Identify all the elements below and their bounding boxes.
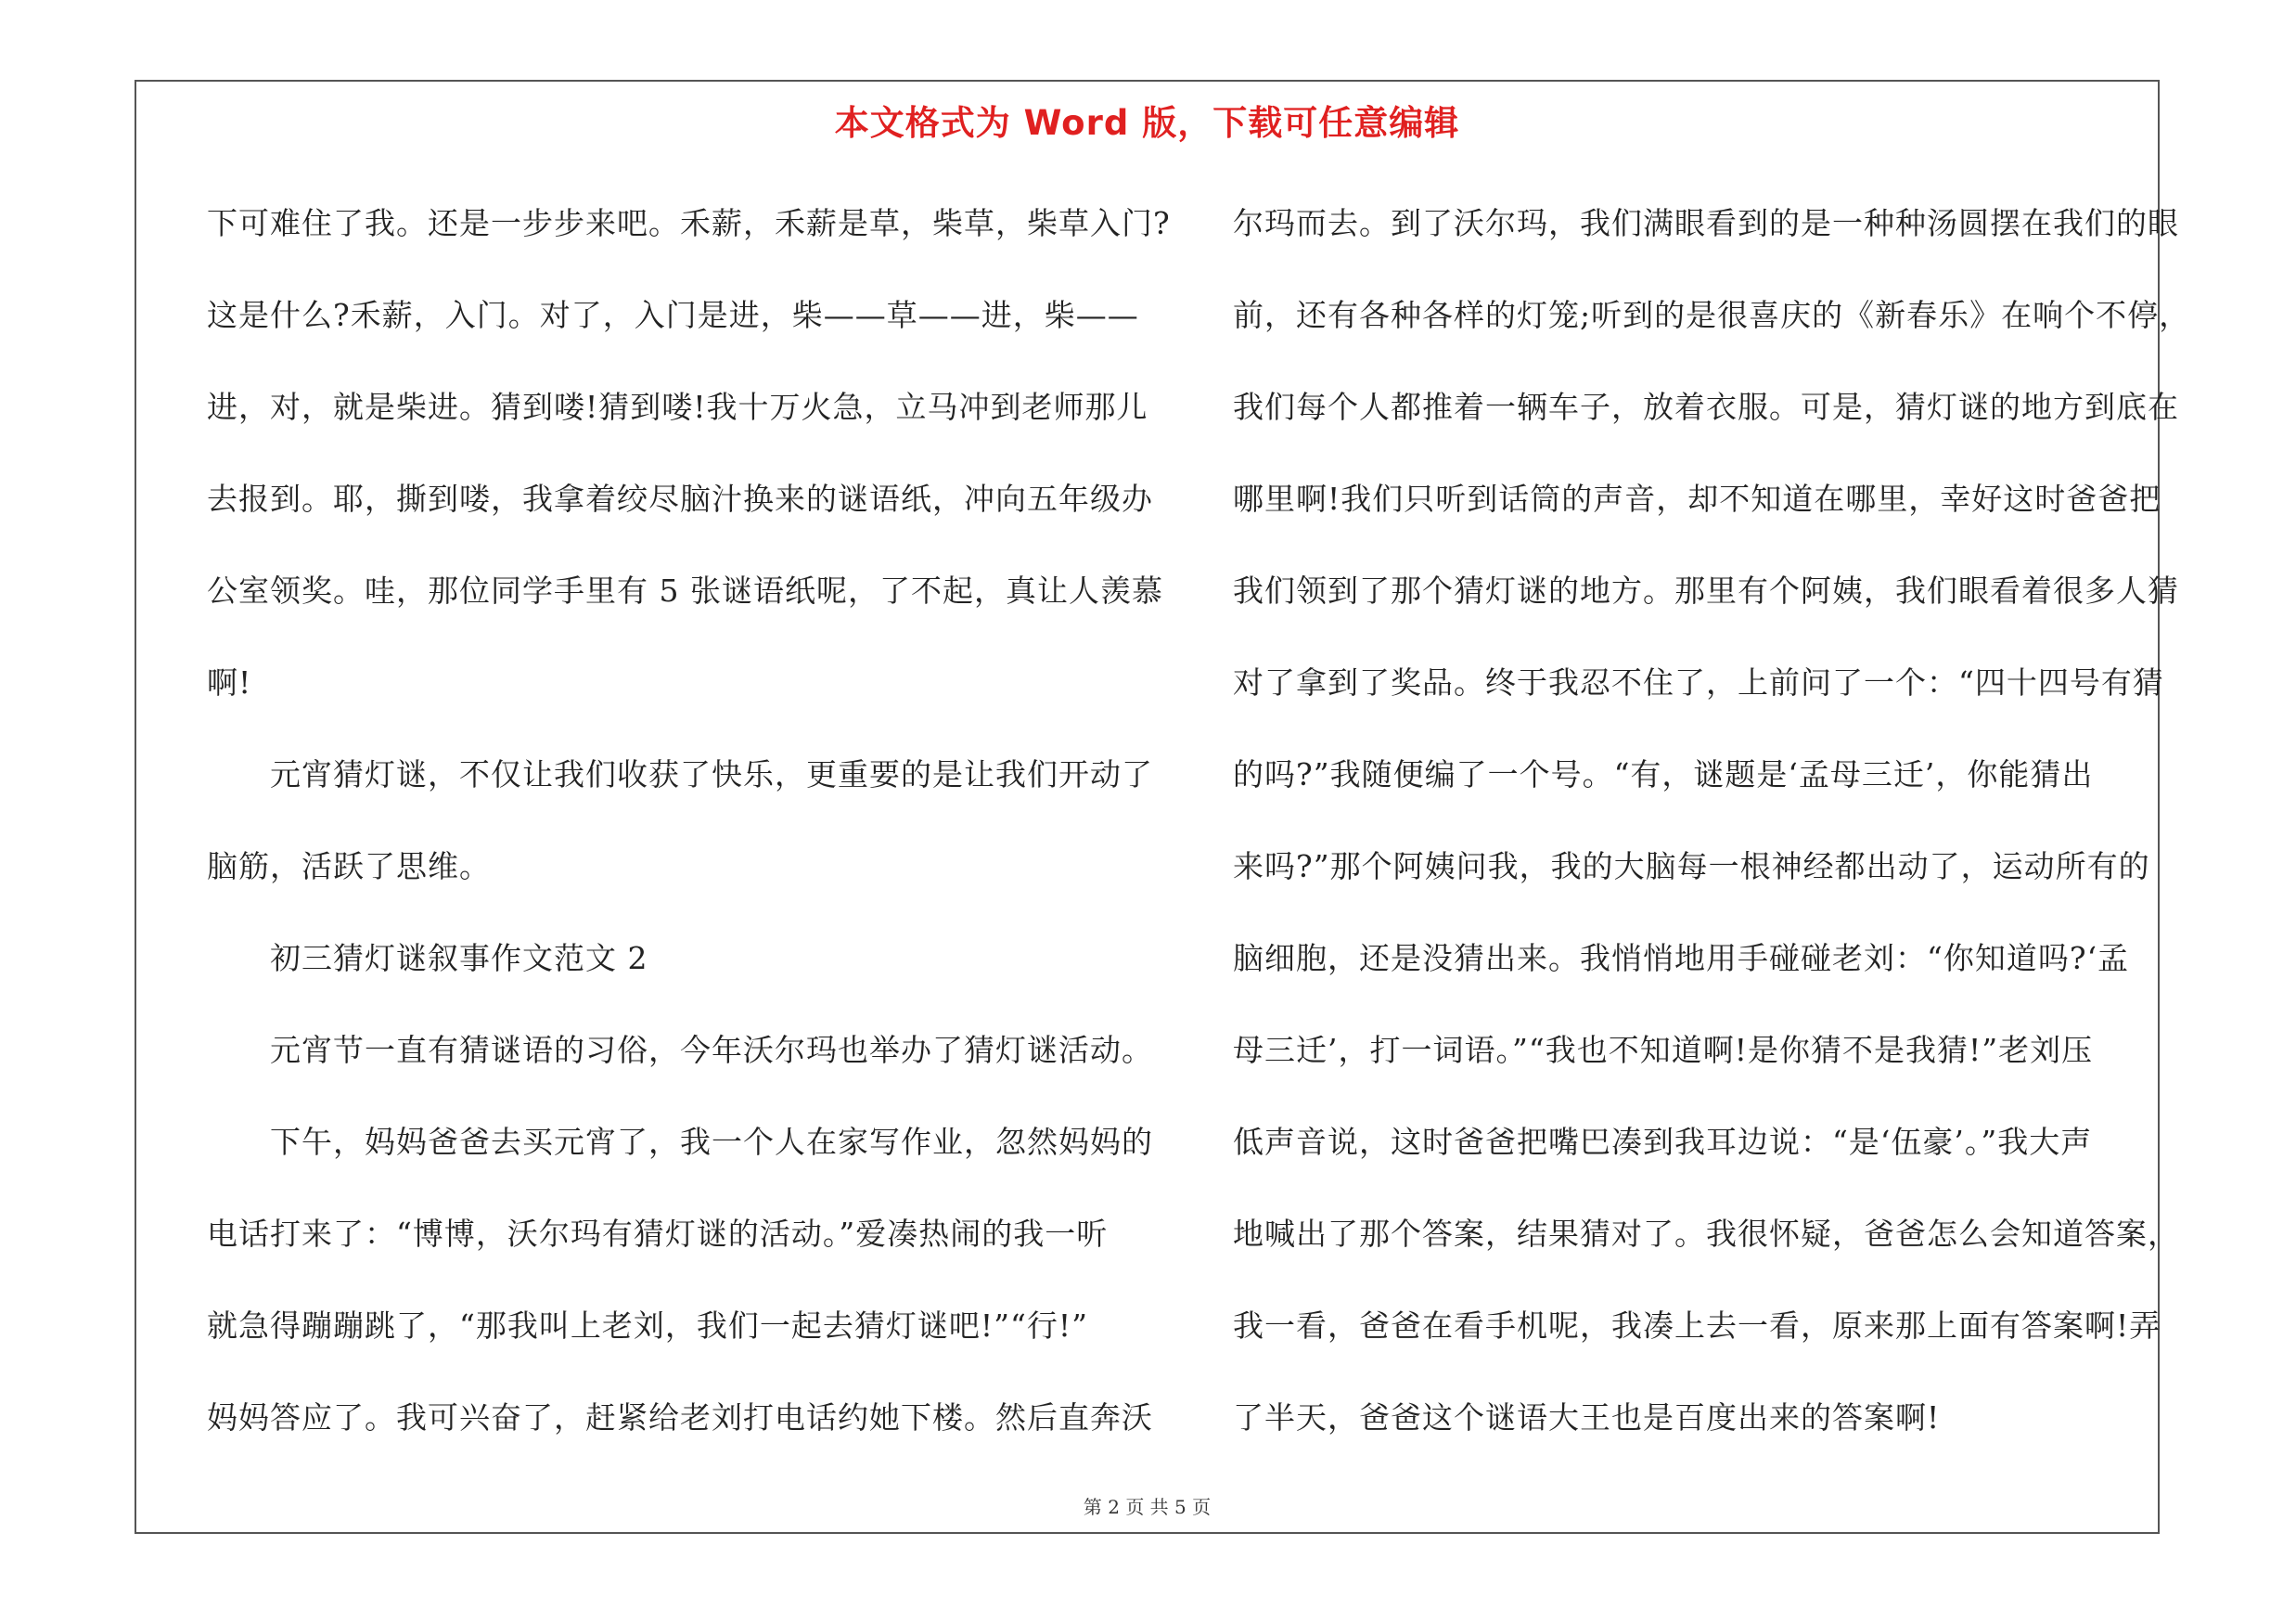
text-line: 低声音说，这时爸爸把嘴巴凑到我耳边说：“是‘伍豪’。”我大声	[1233, 1124, 2093, 1160]
text-line: 地喊出了那个答案，结果猜对了。我很怀疑，爸爸怎么会知道答案，	[1233, 1216, 2179, 1252]
text-line: 前，还有各种各样的灯笼;听到的是很喜庆的《新春乐》在响个不停，	[1233, 297, 2191, 333]
text-line: 这是什么?禾薪，入门。对了，入门是进，柴——草——进，柴——	[207, 297, 1139, 333]
text-line: 啊!	[207, 664, 252, 701]
text-line: 哪里啊!我们只听到话筒的声音，却不知道在哪里，幸好这时爸爸把	[1233, 481, 2161, 517]
left-text-column	[207, 177, 1171, 1463]
text-line: 电话打来了：“博博，沃尔玛有猜灯谜的活动。”爱凑热闹的我一听	[207, 1216, 1109, 1252]
section-heading: 初三猜灯谜叙事作文范文 2	[207, 940, 648, 976]
text-line: 尔玛而去。到了沃尔玛，我们满眼看到的是一种种汤圆摆在我们的眼	[1233, 205, 2179, 241]
text-line: 就急得蹦蹦跳了，“那我叫上老刘，我们一起去猜灯谜吧!”“行!”	[207, 1307, 1089, 1344]
page-number: 第 2 页 共 5 页	[1083, 1496, 1212, 1518]
text-line: 公室领奖。哇，那位同学手里有 5 张谜语纸呢，了不起，真让人羡慕	[207, 573, 1163, 609]
text-line: 进，对，就是柴进。猜到喽!猜到喽!我十万火急，立马冲到老师那儿	[207, 389, 1148, 425]
text-line: 脑筋，活跃了思维。	[207, 848, 491, 884]
text-line: 元宵节一直有猜谜语的习俗，今年沃尔玛也举办了猜灯谜活动。	[207, 1032, 1153, 1068]
document-page	[135, 80, 2191, 1534]
text-line: 元宵猜灯谜，不仅让我们收获了快乐，更重要的是让我们开动了	[207, 756, 1153, 792]
text-line: 下午，妈妈爸爸去买元宵了，我一个人在家写作业，忽然妈妈的	[207, 1124, 1153, 1160]
format-banner: 本文格式为 Word 版，下载可任意编辑	[834, 103, 1460, 143]
text-line: 脑细胞，还是没猜出来。我悄悄地用手碰碰老刘：“你知道吗?‘孟	[1233, 940, 2130, 976]
right-text-column	[1233, 177, 2191, 1463]
text-line: 妈妈答应了。我可兴奋了，赶紧给老刘打电话约她下楼。然后直奔沃	[207, 1399, 1153, 1436]
text-line: 我们领到了那个猜灯谜的地方。那里有个阿姨，我们眼看着很多人猜	[1233, 573, 2179, 609]
text-line: 我一看，爸爸在看手机呢，我凑上去一看，原来那上面有答案啊!弄	[1233, 1307, 2161, 1344]
text-line: 母三迁’，打一词语。”“我也不知道啊!是你猜不是我猜!”老刘压	[1233, 1032, 2094, 1068]
text-line: 的吗?”我随便编了一个号。“有，谜题是‘孟母三迁’，你能猜出	[1233, 756, 2094, 792]
text-line: 下可难住了我。还是一步步来吧。禾薪，禾薪是草，柴草，柴草入门?	[207, 205, 1171, 241]
text-line: 对了拿到了奖品。终于我忍不住了，上前问了一个：“四十四号有猜	[1233, 664, 2164, 701]
text-line: 来吗?”那个阿姨问我，我的大脑每一根神经都出动了，运动所有的	[1233, 848, 2150, 884]
text-line: 去报到。耶，撕到喽，我拿着绞尽脑汁换来的谜语纸，冲向五年级办	[207, 481, 1153, 517]
text-line: 了半天，爸爸这个谜语大王也是百度出来的答案啊!	[1233, 1399, 1941, 1436]
text-line: 我们每个人都推着一辆车子，放着衣服。可是，猜灯谜的地方到底在	[1233, 389, 2179, 425]
